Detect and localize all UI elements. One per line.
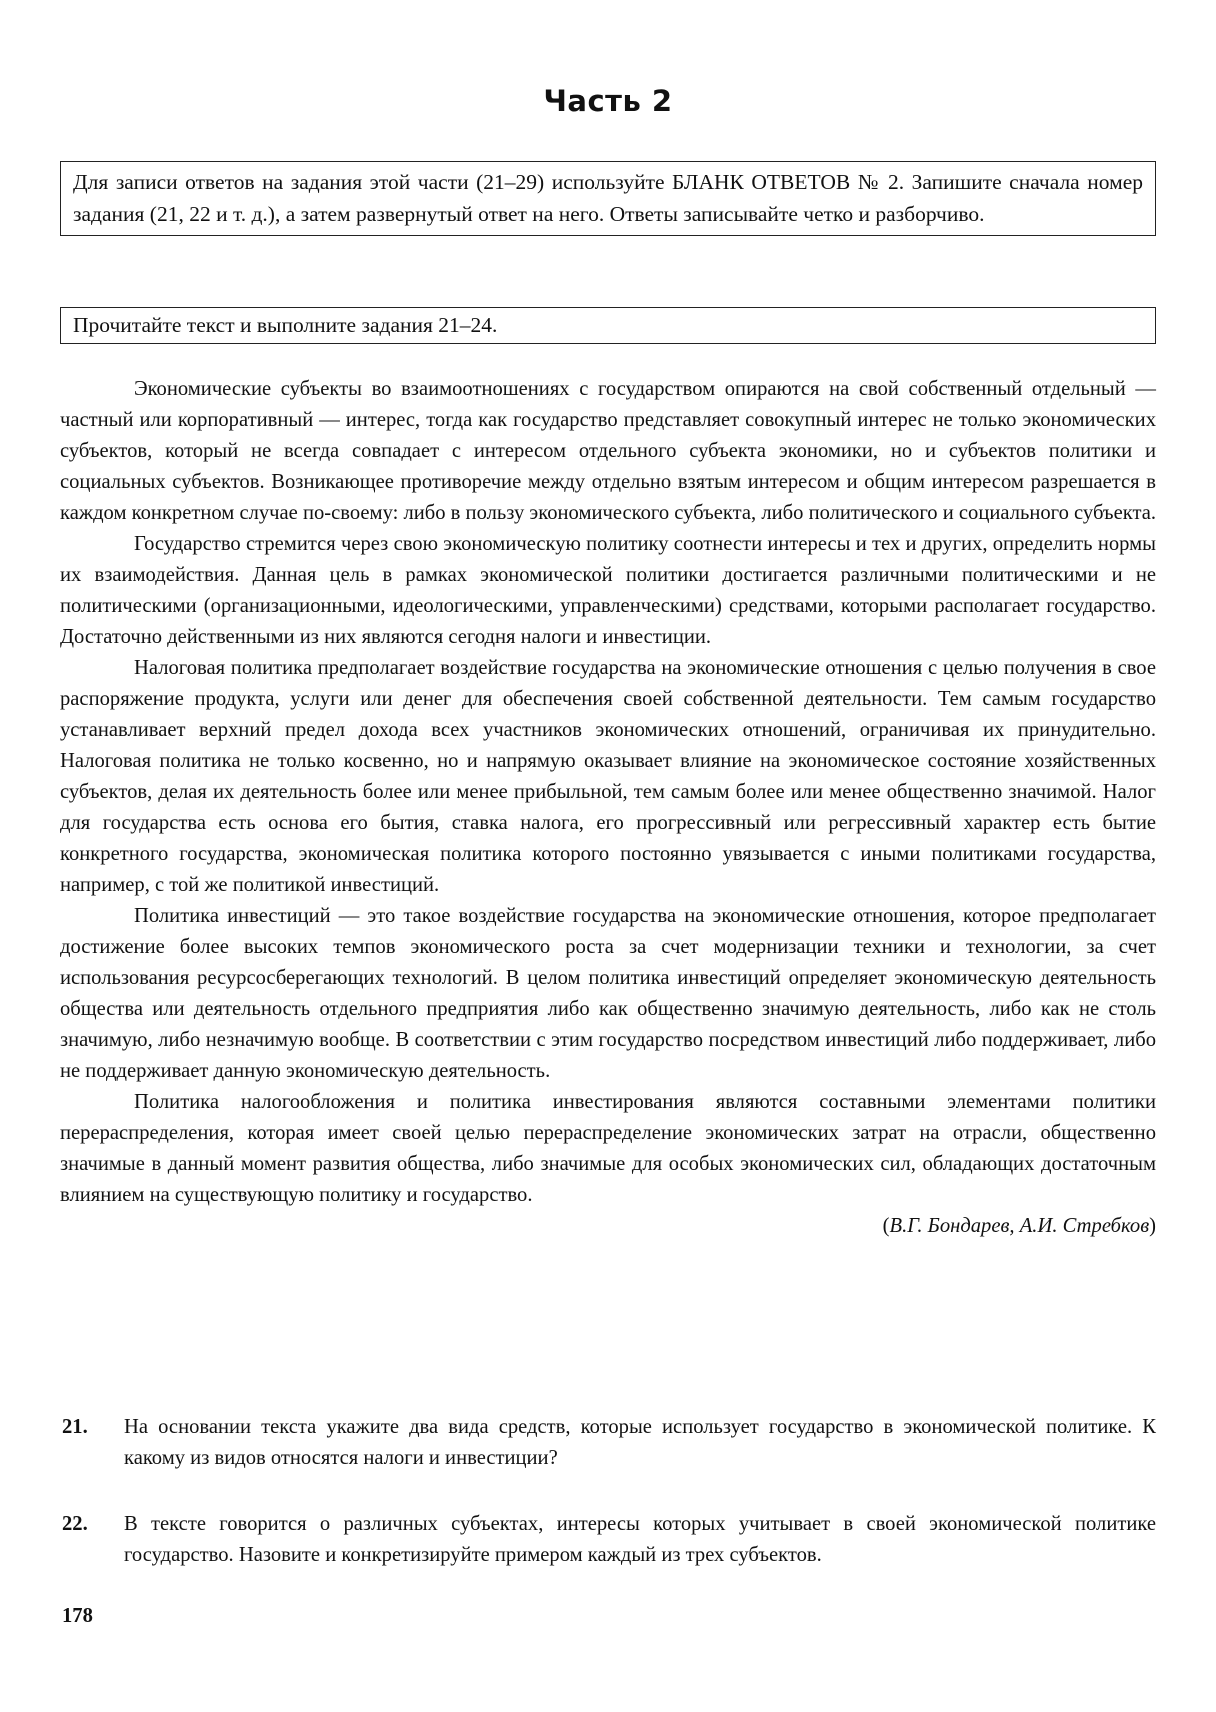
task-21 (60, 1412, 1156, 1474)
author-names: В.Г. Бондарев, А.И. Стребков (889, 1215, 1150, 1237)
passage-paragraph: Политика инвестиций — это такое воздействие государства на экономические отношения, которое предполагает достижение более высоких темпов экономического роста за счет модернизации техники и технологии, за счет использования ресурсосберегающих технологий. В целом политика инвестиций определяет экономическую деятельность общества или деятельность отдельного предприятия либо как общественно значимую деятельность, либо как не столь значимую, либо незначимую вообще. В соответствии с этим государство посредством инвестиций либо поддерживает, либо не поддерживает данную экономическую деятельность. (60, 905, 1156, 1082)
task-22 (60, 1509, 1156, 1571)
author-open-paren: ( (882, 1215, 890, 1237)
instructions-box (60, 161, 1156, 236)
passage-paragraph: Налоговая политика предполагает воздействие государства на экономические отношения с целью получения в свое распоряжение продукта, услуги или денег для обеспечения своей собственной деятельности. Тем самым государство устанавливает верхний предел дохода всех участников экономических отношений, ограничивая их принудительно. Налоговая политика не только косвенно, но и напрямую оказывает влияние на экономическое состояние хозяйственных субъектов, делая их деятельность более или менее прибыльной, тем самым более или менее общественно значимой. Налог для государства есть основа его бытия, ставка налога, его прогрессивный или регрессивный характер есть бытие конкретного государства, экономическая политика которого постоянно увязывается с иными политиками государства, например, с той же политикой инвестиций. (60, 657, 1156, 896)
task-number: 21. (62, 1416, 88, 1438)
instructions-text: Для записи ответов на задания этой части (21–29) используйте БЛАНК ОТВЕТОВ № 2. Запишите сначала номер задания (21, 22 и т. д.), а затем развернутый ответ на него. Ответы записывайте четко и разборчиво. (73, 170, 1143, 226)
read-instruction-box (60, 307, 1156, 344)
passage-author (60, 1211, 1156, 1242)
task-text: В тексте говорится о различных субъектах, интересы которых учитывает в своей экономической политике государство. Назовите и конкретизируйте примером каждый из трех субъектов. (124, 1513, 1156, 1566)
document-page (60, 0, 1156, 1712)
page-title: Часть 2 (543, 84, 673, 118)
passage-paragraph: Государство стремится через свою экономическую политику соотнести интересы и тех и других, определить нормы их взаимодействия. Данная цель в рамках экономической политики достигается различными политическими и не политическими (организационными, идеологическими, управленческими) средствами, которыми располагает государство. Достаточно действенными из них являются сегодня налоги и инвестиции. (60, 533, 1156, 648)
author-close-paren: ) (1149, 1215, 1156, 1237)
passage (60, 374, 1156, 1242)
task-text: На основании текста укажите два вида средств, которые использует государство в экономической политике. К какому из видов относятся налоги и инвестиции? (124, 1416, 1156, 1469)
read-instruction-text: Прочитайте текст и выполните задания 21–24. (73, 313, 498, 337)
passage-paragraph: Политика налогообложения и политика инвестирования являются составными элементами политики перераспределения, которая имеет своей целью перераспределение экономических затрат на отрасли, общественно значимые в данный момент развития общества, либо значимые для особых экономических сил, обладающих достаточным влиянием на существующую политику и государство. (60, 1091, 1156, 1206)
passage-paragraph: Экономические субъекты во взаимоотношениях с государством опираются на свой собственный отдельный — частный или корпоративный — интерес, тогда как государство представляет совокупный интерес не только экономических субъектов, который не всегда совпадает с интересом отдельного субъекта экономики, но и субъектов политики и социальных субъектов. Возникающее противоречие между отдельно взятым интересом и общим интересом разрешается в каждом конкретном случае по-своему: либо в пользу экономического субъекта, либо политического и социального субъекта. (60, 378, 1156, 524)
task-number: 22. (62, 1513, 88, 1535)
page-number: 178 (62, 1605, 93, 1627)
